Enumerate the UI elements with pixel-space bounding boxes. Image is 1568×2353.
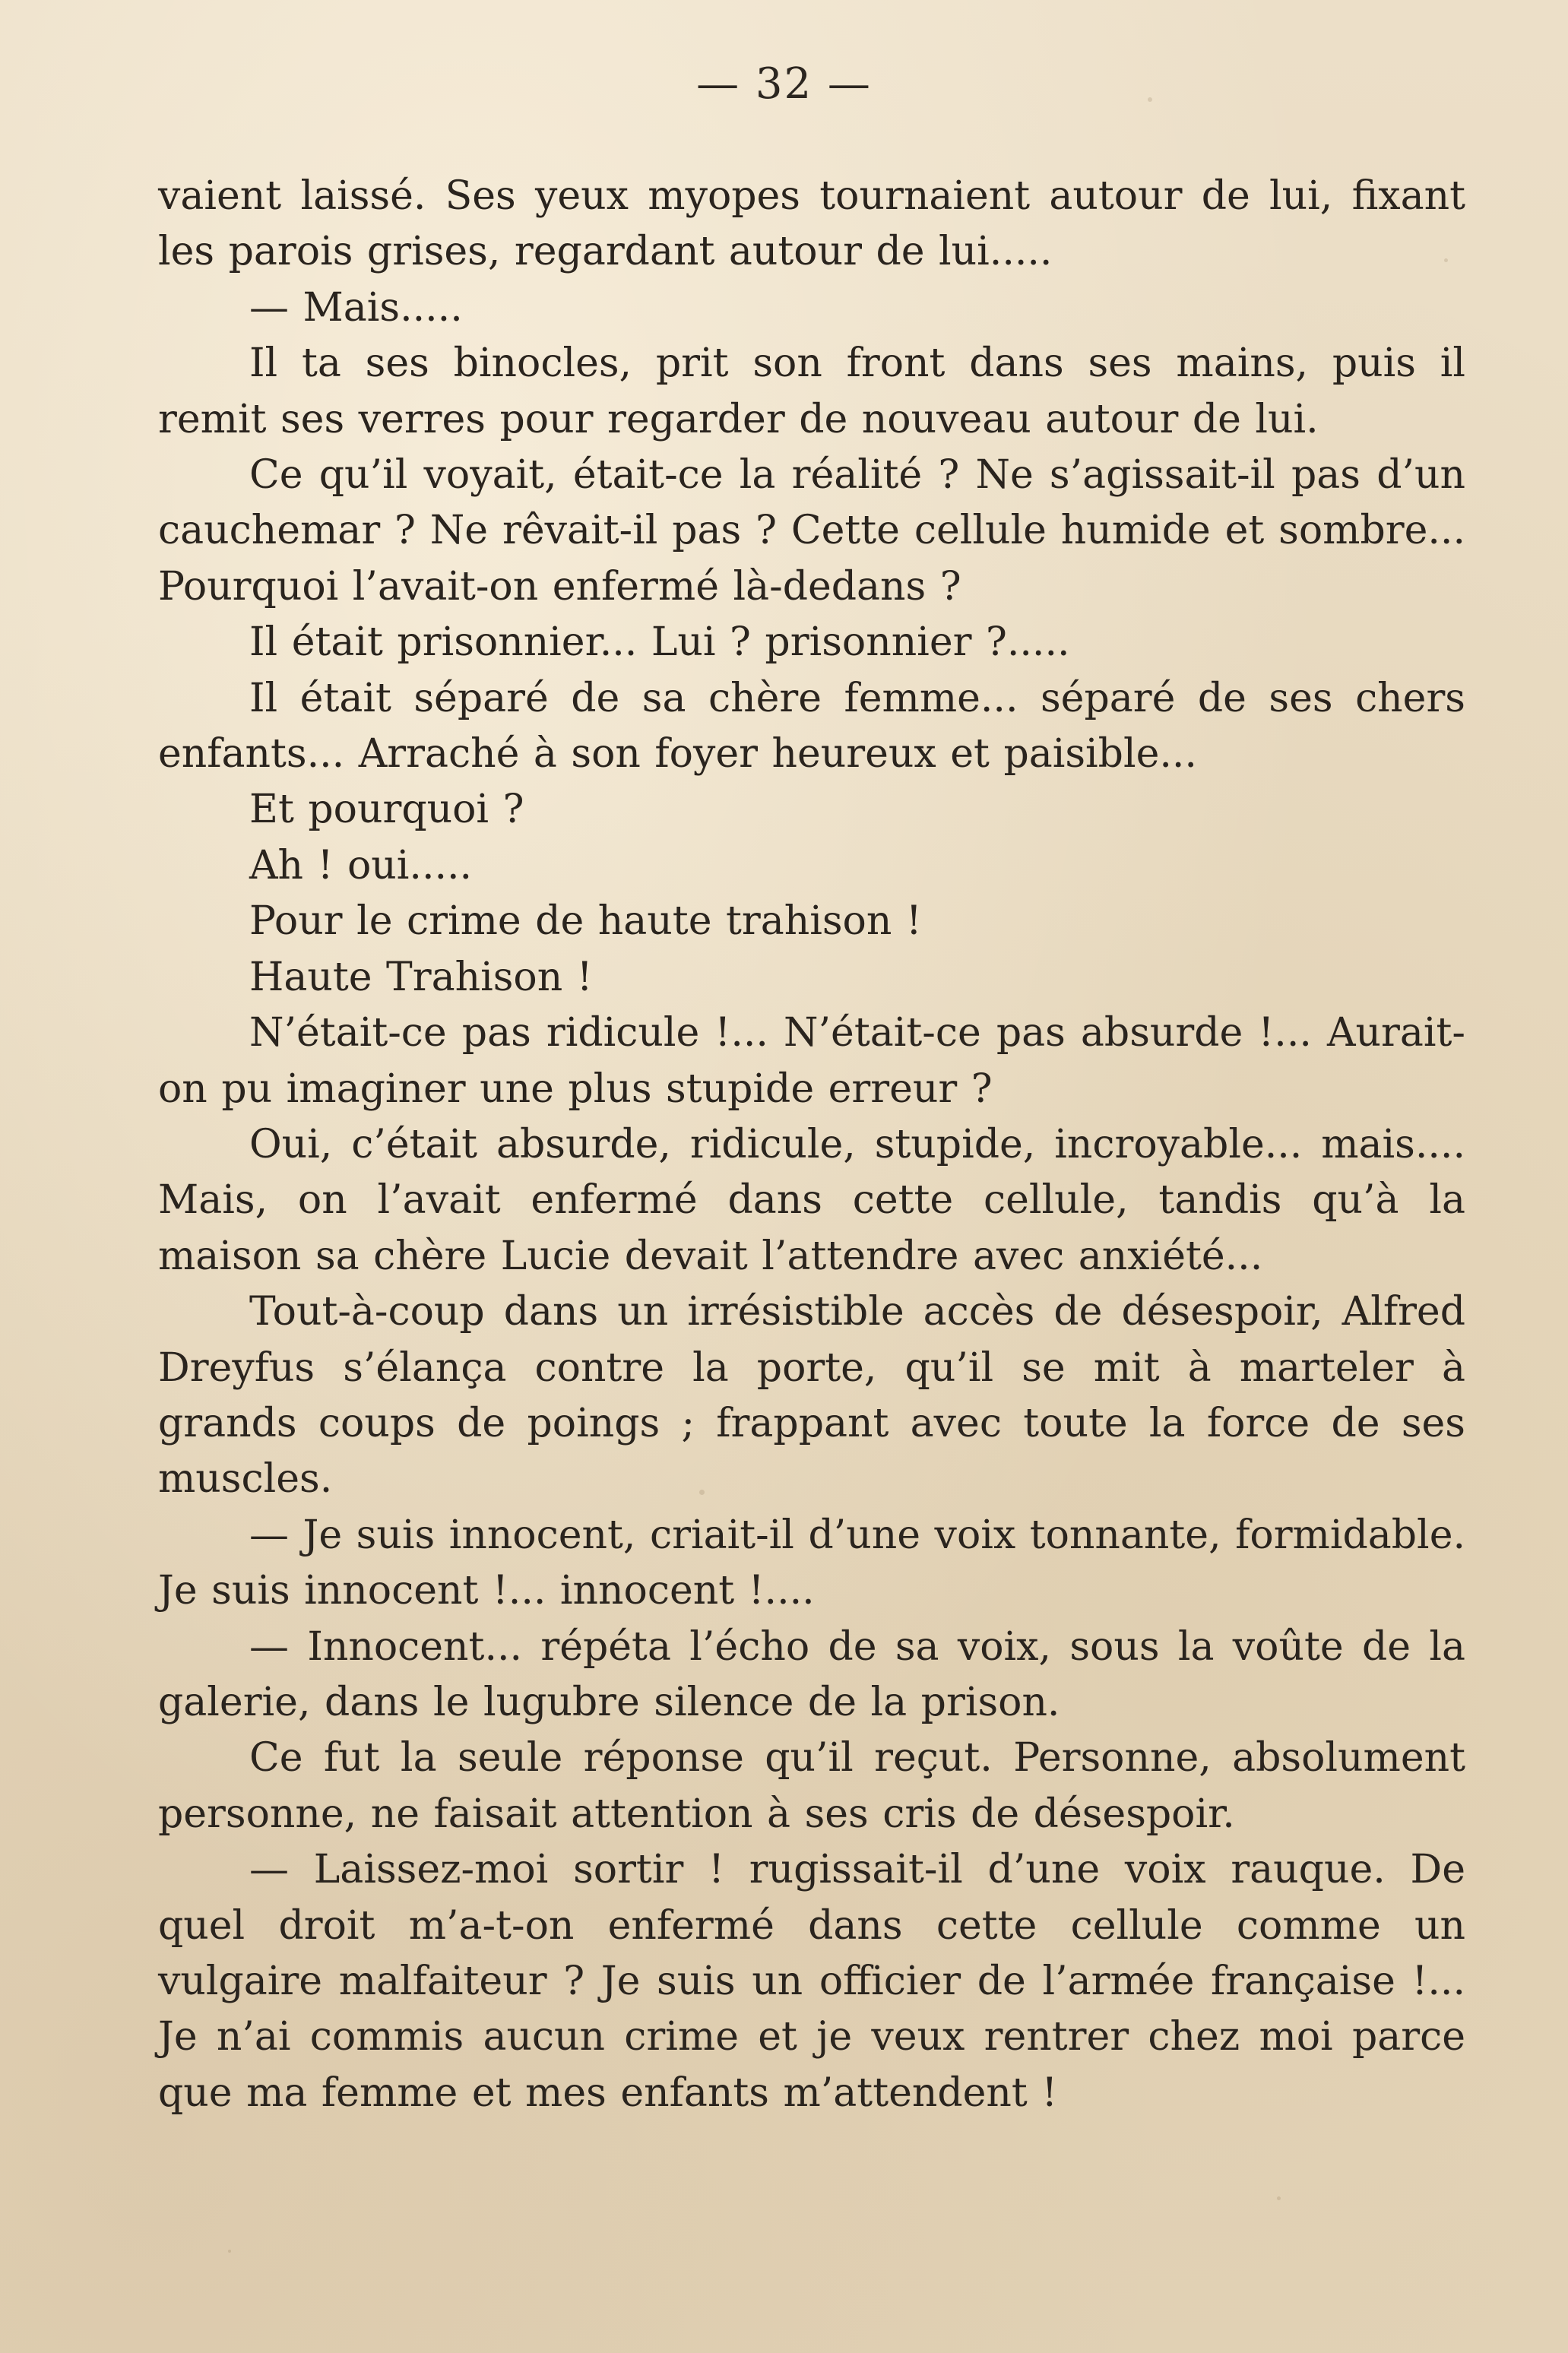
paragraph: vaient laissé. Ses yeux myopes tournaient autour de lui, fixant les parois grises, regardant autour de lui..... [158,173,1465,275]
paragraph: N’était-ce pas ridicule !... N’était-ce pas absurde !... Aurait-on pu imaginer une plus stupide erreur ? [158,1010,1465,1112]
paragraph: Il était séparé de sa chère femme... séparé de ses chers enfants... Arraché à son foyer heureux et paisible... [158,675,1465,777]
paragraph: Il ta ses binocles, prit son front dans ses mains, puis il remit ses verres pour regarder de nouveau autour de lui. [158,340,1465,442]
paragraph: — Mais..... [249,284,463,331]
body-text [158,169,1465,2121]
paragraph: — Innocent... répéta l’écho de sa voix, sous la voûte de la galerie, dans le lugubre silence de la prison. [158,1623,1465,1725]
paragraph: Ce qu’il voyait, était-ce la réalité ? Ne s’agissait-il pas d’un cauchemar ? Ne rêvait-il pas ? Cette cellule humide et sombre... Pourquoi l’avait-on enfermé là-dedans ? [158,452,1465,610]
paragraph: — Laissez-moi sortir ! rugissait-il d’une voix rauque. De quel droit m’a-t-on enfermé dans cette cellule comme un vulgaire malfaiteur ? Je suis un officier de l’armée française !... Je n’ai commis aucun crime et je veux rentrer chez moi parce que ma femme et mes enfants m’attendent ! [158,1847,1465,2116]
paragraph: Oui, c’était absurde, ridicule, stupide, incroyable... mais.... Mais, on l’avait enfermé dans cette cellule, tandis qu’à la maison sa chère Lucie devait l’attendre avec anxiété... [158,1121,1465,1279]
paragraph: Tout-à-coup dans un irrésistible accès de désespoir, Alfred Dreyfus s’élança contre la porte, qu’il se mit à marteler à grands coups de poings ; frappant avec toute la force de ses muscles. [158,1289,1465,1503]
paper-speck [228,2250,231,2253]
paragraph: Et pourquoi ? [249,787,524,833]
paragraph: Pour le crime de haute trahison ! [249,898,922,945]
page-number: — 32 — [696,59,872,109]
paragraph: Ce fut la seule réponse qu’il reçut. Personne, absolument personne, ne faisait attention à ses cris de désespoir. [158,1735,1465,1837]
paragraph: Ah ! oui..... [249,842,473,888]
paragraph: Il était prisonnier... Lui ? prisonnier ?..... [249,619,1070,666]
paper-speck [1277,2196,1281,2200]
paragraph: Haute Trahison ! [249,954,593,1000]
paragraph: — Je suis innocent, criait-il d’une voix tonnante, formidable. Je suis innocent !... innocent !.... [158,1512,1465,1614]
